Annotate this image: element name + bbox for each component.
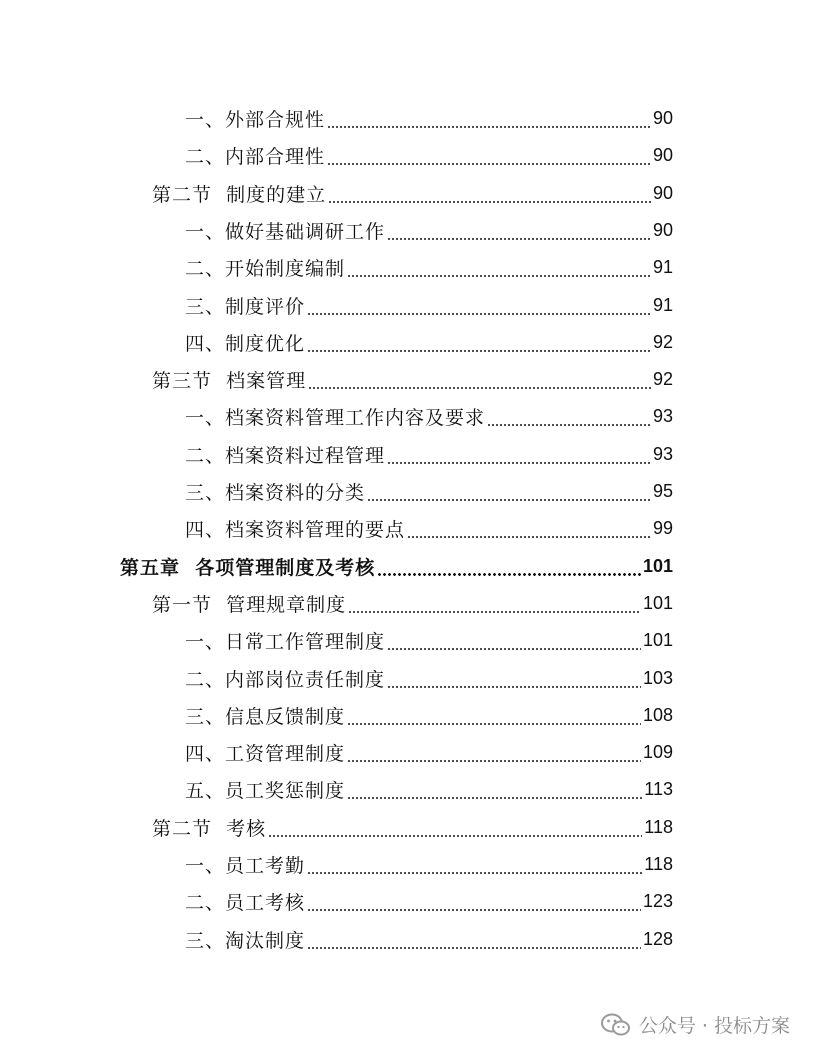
toc-entry[interactable] — [185, 398, 673, 435]
toc-entry[interactable] — [185, 510, 673, 547]
toc-entry-page: 123 — [642, 891, 673, 912]
toc-entry-title: 第二节 制度的建立 — [152, 183, 327, 206]
toc-entry[interactable] — [185, 921, 673, 958]
toc-entry-title: 一、日常工作管理制度 — [185, 631, 386, 654]
toc-entry-page: 91 — [652, 294, 673, 315]
toc-entry[interactable] — [185, 436, 673, 473]
dot-leader — [387, 648, 641, 650]
toc-entry[interactable] — [185, 212, 673, 249]
toc-entry-title: 二、内部岗位责任制度 — [185, 668, 386, 691]
toc-entry[interactable] — [152, 175, 673, 212]
toc-entry-title: 四、档案资料管理的要点 — [185, 519, 406, 542]
toc-entry-title: 二、员工考核 — [185, 892, 306, 915]
toc-entry[interactable] — [185, 771, 673, 808]
toc-entry[interactable] — [185, 324, 673, 361]
toc-entry-title: 四、制度优化 — [185, 332, 306, 355]
toc-entry-page: 93 — [652, 406, 673, 427]
toc-entry-page: 101 — [642, 592, 673, 613]
toc-entry[interactable] — [185, 137, 673, 174]
dot-leader — [387, 462, 651, 464]
toc-entry-title: 二、开始制度编制 — [185, 258, 346, 281]
toc-entry-title: 第五章 各项管理制度及考核 — [120, 556, 376, 579]
dot-leader — [307, 350, 651, 352]
toc-entry[interactable] — [152, 361, 673, 398]
dot-leader — [327, 163, 651, 165]
toc-entry-title: 五、员工奖惩制度 — [185, 780, 346, 803]
dot-leader — [347, 275, 651, 277]
toc-entry[interactable] — [185, 473, 673, 510]
dot-leader — [307, 947, 641, 949]
dot-leader — [387, 686, 641, 688]
toc-entry-title: 四、工资管理制度 — [185, 743, 346, 766]
toc-entry[interactable] — [152, 585, 673, 622]
toc-entry-page: 101 — [642, 630, 673, 651]
toc-entry-title: 三、档案资料的分类 — [185, 482, 366, 504]
toc-entry-title: 一、档案资料管理工作内容及要求 — [185, 407, 486, 430]
toc-entry-title: 二、档案资料过程管理 — [185, 444, 386, 467]
dot-leader — [377, 573, 641, 576]
dot-leader — [347, 723, 641, 725]
toc-entry[interactable] — [185, 622, 673, 659]
toc-entry[interactable] — [185, 660, 673, 697]
toc-entry[interactable] — [185, 287, 673, 324]
toc-entry[interactable] — [185, 846, 673, 883]
toc-entry[interactable] — [185, 734, 673, 771]
toc-entry[interactable] — [185, 697, 673, 734]
toc-entry[interactable] — [185, 100, 673, 137]
toc-entry-title: 第二节 考核 — [152, 817, 267, 840]
toc-entry-page: 90 — [652, 219, 673, 240]
toc-entry-page: 90 — [652, 182, 673, 203]
dot-leader — [387, 238, 651, 240]
dot-leader — [327, 126, 651, 128]
toc-entry[interactable] — [120, 548, 673, 585]
dot-leader — [348, 611, 641, 613]
dot-leader — [407, 536, 651, 538]
toc-entry-page: 92 — [652, 331, 673, 352]
dot-leader — [308, 387, 651, 389]
toc-entry-page: 92 — [652, 369, 673, 390]
toc-entry[interactable] — [185, 883, 673, 920]
toc-entry-title: 一、员工考勤 — [185, 855, 306, 877]
toc-entry-page: 91 — [652, 257, 673, 278]
watermark — [601, 1011, 790, 1038]
toc-entry-title: 第三节 档案管理 — [152, 370, 307, 393]
wechat-icon — [601, 1013, 631, 1037]
toc-entry-page: 113 — [644, 779, 673, 800]
dot-leader — [367, 499, 651, 501]
toc-entry-page: 90 — [652, 108, 673, 128]
dot-leader — [487, 424, 651, 426]
watermark-text: 公众号 · 投标方案 — [638, 1015, 790, 1037]
toc-entry-title: 一、做好基础调研工作 — [185, 220, 386, 243]
dot-leader — [307, 909, 641, 911]
toc-entry-page: 99 — [652, 518, 673, 539]
dot-leader — [347, 760, 641, 762]
dot-leader — [328, 201, 651, 203]
dot-leader — [268, 835, 642, 837]
toc-entry-title: 一、外部合规性 — [185, 109, 326, 131]
toc-entry-page: 103 — [642, 667, 673, 688]
toc-entry-page: 93 — [652, 443, 673, 464]
toc-entry-page: 90 — [652, 145, 673, 166]
dot-leader — [347, 797, 642, 799]
toc-entry-title: 三、信息反馈制度 — [185, 705, 346, 728]
toc-entry-title: 三、淘汰制度 — [185, 929, 306, 952]
toc-entry[interactable] — [152, 809, 673, 846]
toc-entry[interactable] — [185, 249, 673, 286]
dot-leader — [307, 313, 651, 315]
toc-entry-page: 128 — [642, 928, 673, 949]
toc-entry-page: 108 — [642, 704, 673, 725]
toc-entry-page: 109 — [642, 742, 673, 763]
toc-entry-page: 101 — [642, 555, 673, 576]
toc-entry-page: 118 — [644, 816, 673, 837]
toc-entry-title: 三、制度评价 — [185, 295, 306, 318]
toc-entry-page: 118 — [644, 854, 673, 874]
toc-entry-title: 第一节 管理规章制度 — [152, 593, 347, 616]
dot-leader — [307, 872, 642, 874]
toc-entry-page: 95 — [652, 481, 673, 501]
toc-entry-title: 二、内部合理性 — [185, 146, 326, 169]
